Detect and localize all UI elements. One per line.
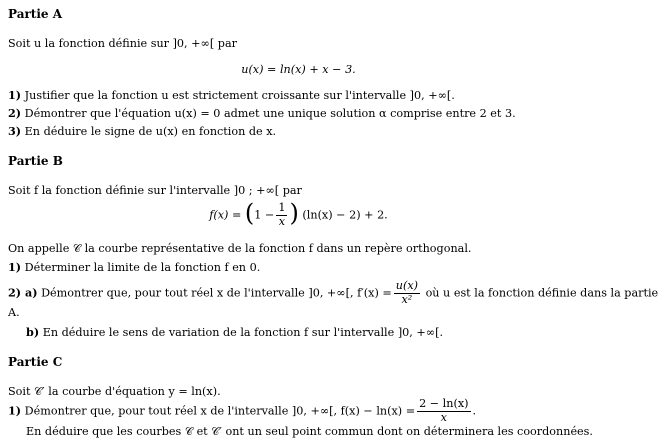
partB-intro: Soit f la fonction définie sur l'intervalle ]0 ; +∞[ par [8,184,302,197]
formula-one: 1 − [254,208,275,222]
partB-question-2a [8,280,658,307]
right-paren: ) [289,199,299,228]
question-text: Déterminer la limite de la fonction f en 0. [24,261,261,274]
partC-question-1-continuation: En déduire que les courbes 𝒞 et 𝒞′ ont un seul point commun dont on déterminera les coordonnées. [26,425,593,438]
question-text-post: où u est la fonction définie dans la partie [425,286,658,300]
question-text: En déduire le signe de u(x) en fonction de x. [24,125,277,138]
formula-rest: (ln(x) − 2) + 2. [302,208,388,222]
question-text: Justifier que la fonction u est strictement croissante sur l'intervalle ]0, +∞[. [24,89,455,102]
fraction-denominator: x [440,410,447,424]
partA-question-3 [8,126,276,137]
question-number: 2) [8,106,22,120]
question-number: 1) [8,403,22,418]
fraction-numerator: 2 − ln(x) [419,397,469,410]
partB-question-1 [8,262,260,273]
question-number: 1) [8,88,22,102]
question-text-post: . [472,404,477,418]
fraction-denominator: x [278,214,286,228]
question-number: 2) a) [8,285,38,300]
derivative-fraction [394,280,420,307]
formula-lhs: f(x) = [209,208,242,222]
question-text: En déduire le sens de variation de la fonction f sur l'intervalle ]0, +∞[. [42,326,444,339]
fraction-denominator: x² [401,292,413,306]
partC-intro: Soit 𝒞′ la courbe d'équation y = ln(x). [8,385,221,398]
question-text: Démontrer que, pour tout réel x de l'intervalle ]0, +∞[, f′(x) = [41,286,392,300]
partB-curve-text: On appelle 𝒞 la courbe représentative de la fonction f dans un repère orthogonal. [8,242,472,255]
partC-question-1 [8,398,476,425]
partA-question-2 [8,108,516,119]
partA-question-1 [8,90,455,101]
partA-formula: u(x) = ln(x) + x − 3. [241,63,356,76]
partA-heading: Partie A [8,7,63,21]
partB-heading: Partie B [8,154,63,168]
partB-question-2b [26,327,443,338]
difference-fraction [417,398,470,425]
left-paren: ( [244,199,255,228]
formula-fraction [276,202,287,229]
question-number: 1) [8,260,22,274]
partC-heading: Partie C [8,355,63,369]
question-number: 3) [8,124,22,138]
partB-formula [0,199,597,229]
question-text: Démontrer que, pour tout réel x de l'intervalle ]0, +∞[, f(x) − ln(x) = [24,404,416,418]
question-text: Démontrer que l'équation u(x) = 0 admet une unique solution α comprise entre 2 et 3. [24,107,516,120]
fraction-numerator: u(x) [395,279,418,292]
fraction-numerator: 1 [278,201,286,214]
partB-question-2a-continuation: A. [8,306,20,319]
question-number: b) [26,325,40,339]
partA-intro: Soit u la fonction définie sur ]0, +∞[ par [8,37,237,50]
